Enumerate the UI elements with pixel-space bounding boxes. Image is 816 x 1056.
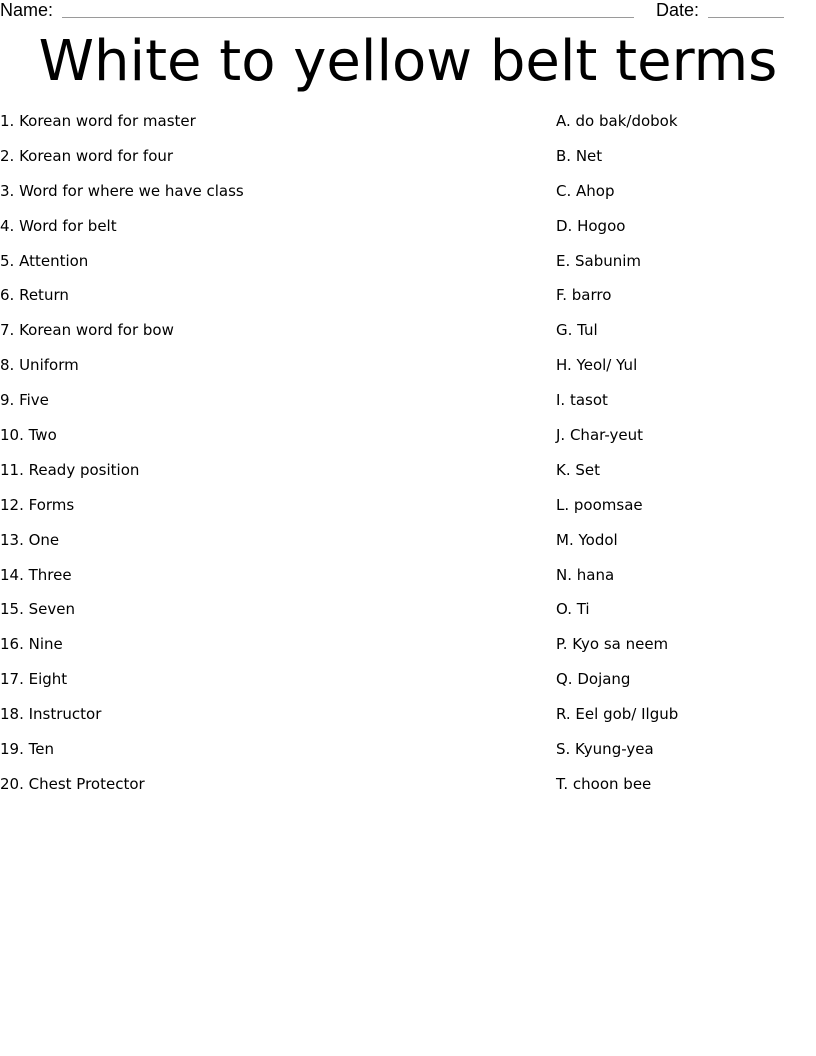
clue-item: 16. Nine <box>0 635 63 654</box>
clue-item: 13. One <box>0 530 60 549</box>
clue-item: 7. Korean word for bow <box>0 321 174 340</box>
answer-item: G. Tul <box>556 321 598 340</box>
clue-item: 3. Word for where we have class <box>0 181 244 200</box>
clue-item: 1. Korean word for master <box>0 112 196 130</box>
clue-item: 8. Uniform <box>0 356 79 375</box>
clue-item: 6. Return <box>0 286 69 305</box>
answer-item: I. tasot <box>556 391 608 410</box>
name-blank-line <box>62 17 634 18</box>
name-label: Name: <box>0 0 54 20</box>
clue-item: 17. Eight <box>0 670 68 689</box>
answer-item: M. Yodol <box>556 530 618 549</box>
clue-item: 5. Attention <box>0 251 89 270</box>
answer-item: H. Yeol/ Yul <box>556 356 638 375</box>
clue-item: 14. Three <box>0 565 72 584</box>
answer-item: K. Set <box>556 460 601 479</box>
answer-item: J. Char-yeut <box>556 426 643 445</box>
worksheet-header <box>0 0 816 22</box>
answer-item: T. choon bee <box>556 774 652 793</box>
clue-item: 2. Korean word for four <box>0 146 174 165</box>
answer-list <box>556 112 806 810</box>
answer-item: Q. Dojang <box>556 670 631 689</box>
clue-item: 9. Five <box>0 391 49 410</box>
clue-item: 20. Chest Protector <box>0 774 145 793</box>
clue-item: 4. Word for belt <box>0 216 117 235</box>
answer-item: O. Ti <box>556 600 590 619</box>
date-blank-line <box>708 17 784 18</box>
clue-list <box>0 112 520 810</box>
clue-item: 15. Seven <box>0 600 75 619</box>
answer-item: R. Eel gob/ Ilgub <box>556 705 679 724</box>
answer-item: E. Sabunim <box>556 251 642 270</box>
answer-item: D. Hogoo <box>556 216 626 235</box>
answer-item: P. Kyo sa neem <box>556 635 669 654</box>
answer-item: L. poomsae <box>556 495 643 514</box>
clue-item: 18. Instructor <box>0 705 102 724</box>
answer-item: S. Kyung-yea <box>556 740 654 759</box>
answer-item: N. hana <box>556 565 615 584</box>
clue-item: 11. Ready position <box>0 460 140 479</box>
answer-item: F. barro <box>556 286 612 305</box>
clue-item: 10. Two <box>0 426 57 445</box>
answer-item: B. Net <box>556 146 603 165</box>
date-label: Date: <box>656 0 700 20</box>
answer-item: A. do bak/dobok <box>556 112 678 130</box>
worksheet-title: White to yellow belt terms <box>38 29 778 94</box>
clue-item: 19. Ten <box>0 740 54 759</box>
clue-item: 12. Forms <box>0 495 75 514</box>
answer-item: C. Ahop <box>556 181 615 200</box>
